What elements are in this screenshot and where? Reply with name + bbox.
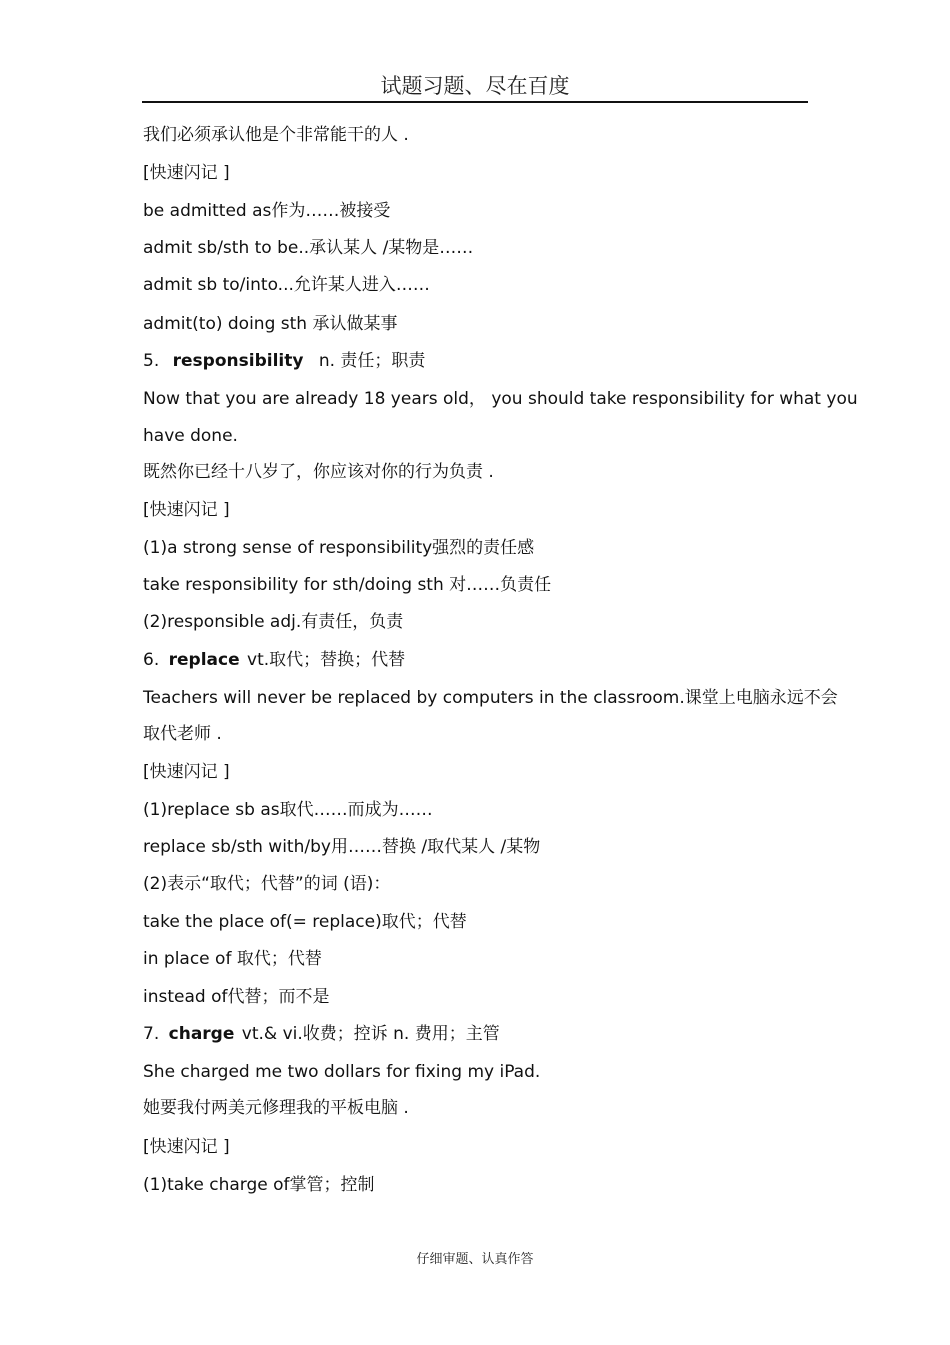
example-sentence: have done.: [143, 426, 238, 446]
vocab-entry-7: [143, 1023, 500, 1045]
phrase-line: in place of 取代；代替: [143, 949, 322, 969]
phrase-line: replace sb/sth with/by用……替换 /取代某人 /某物: [143, 837, 541, 857]
example-sentence: Teachers will never be replaced by computers in the classroom.课堂上电脑永远不会: [143, 688, 838, 708]
entry-word: charge: [168, 1024, 235, 1044]
phrase-line: (1)a strong sense of responsibility强烈的责任感: [143, 538, 535, 558]
entry-word: replace: [168, 650, 240, 670]
entry-definition: vt.& vi.收费；控诉 n. 费用；主管: [241, 1024, 500, 1044]
phrase-line: admit sb/sth to be..承认某人 /某物是……: [143, 238, 474, 258]
header-rule: [142, 101, 808, 103]
entry-definition: vt.取代；替换；代替: [247, 650, 406, 670]
entry-definition: n. 责任；职责: [318, 351, 426, 371]
phrase-line: (1)replace sb as取代……而成为……: [143, 800, 433, 820]
entry-number: 7.: [143, 1024, 160, 1044]
phrase-line: (2)表示“取代；代替”的词 (语)：: [143, 874, 391, 894]
page-header-title: 试题习题、尽在百度: [380, 74, 570, 98]
phrase-line: admit sb to/into...允许某人进入……: [143, 275, 430, 295]
vocab-entry-5: [143, 350, 425, 372]
example-translation: 取代老师 .: [143, 724, 222, 744]
phrase-line: take responsibility for sth/doing sth 对……负责任: [143, 575, 552, 595]
page-footer: 仔细审题、认真作答: [416, 1252, 534, 1267]
phrase-line: admit(to) doing sth 承认做某事: [143, 314, 398, 334]
example-sentence: Now that you are already 18 years old， you should take responsibility for what you: [143, 389, 858, 409]
example-translation: 我们必须承认他是个非常能干的人 .: [143, 125, 409, 145]
quick-memo-heading: [快速闪记 ]: [143, 1137, 230, 1157]
example-translation: 既然你已经十八岁了，你应该对你的行为负责 .: [143, 462, 494, 482]
example-translation: 她要我付两美元修理我的平板电脑 .: [143, 1098, 409, 1118]
vocab-entry-6: [143, 649, 405, 671]
entry-number: 5.: [143, 351, 160, 371]
quick-memo-heading: [快速闪记 ]: [143, 762, 230, 782]
example-sentence: She charged me two dollars for fixing my iPad.: [143, 1062, 541, 1082]
phrase-line: take the place of(= replace)取代；代替: [143, 912, 467, 932]
phrase-line: (2)responsible adj.有责任，负责: [143, 612, 404, 632]
phrase-line: instead of代替；而不是: [143, 987, 330, 1007]
quick-memo-heading: [快速闪记 ]: [143, 500, 230, 520]
entry-number: 6.: [143, 650, 160, 670]
entry-word: responsibility: [172, 351, 304, 371]
phrase-line: be admitted as作为……被接受: [143, 201, 391, 221]
phrase-line: (1)take charge of掌管；控制: [143, 1175, 375, 1195]
quick-memo-heading: [快速闪记 ]: [143, 163, 230, 183]
